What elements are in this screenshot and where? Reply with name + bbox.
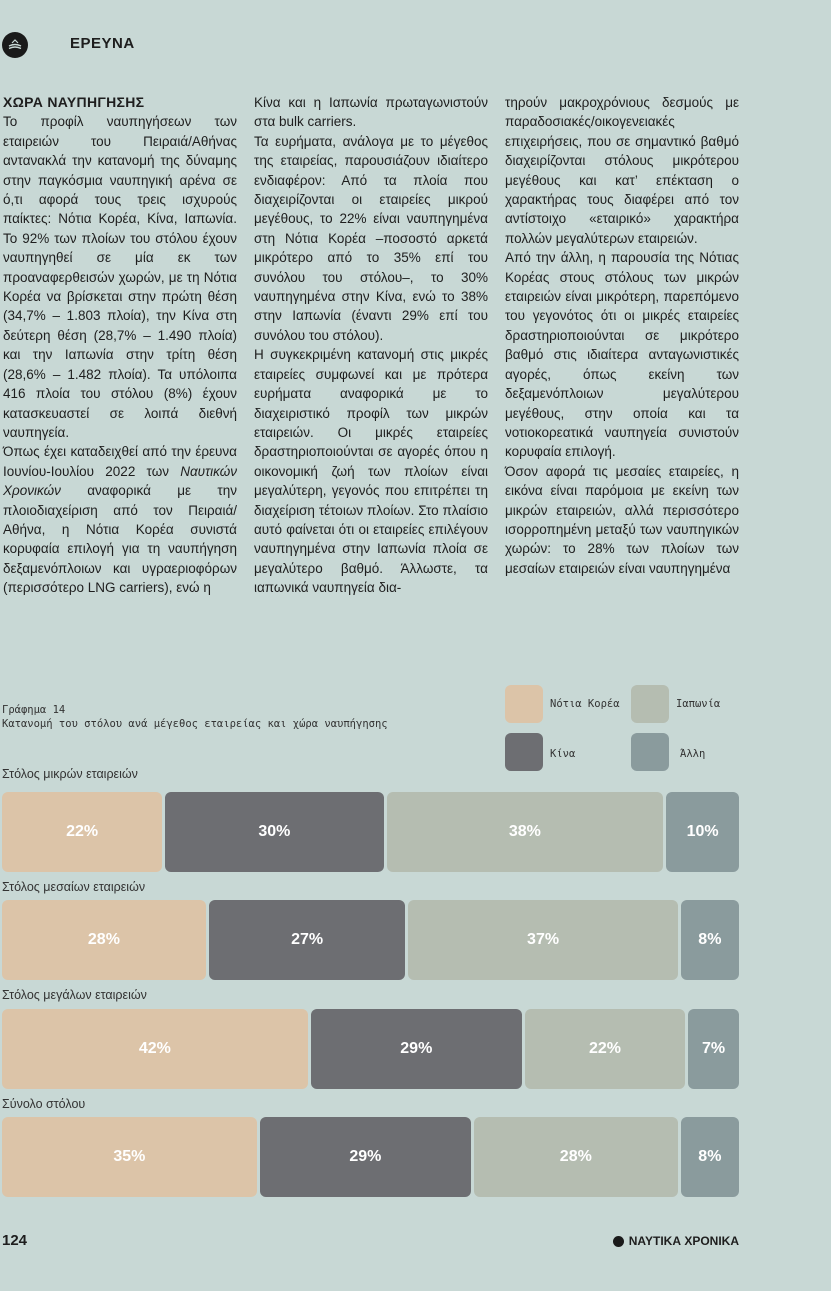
bar-segment-south-korea xyxy=(2,1009,308,1089)
bar-segment-south-korea xyxy=(2,1117,257,1197)
bar-data-label: 22% xyxy=(66,823,99,840)
bar-data-label: 42% xyxy=(138,1040,171,1057)
bar-group-label: Στόλος μεγάλων εταιρειών xyxy=(2,988,147,1002)
page-header xyxy=(0,32,831,58)
publication-name: Ναυτικών Χρονικών xyxy=(3,463,237,499)
bar-segment-other xyxy=(681,1117,739,1197)
article-column-2 xyxy=(254,93,488,598)
brand-logo-icon xyxy=(613,1236,624,1247)
brand-name: ΝΑΥΤΙΚΑ ΧΡΟΝΙΚΑ xyxy=(628,1234,739,1248)
bar-segment-china xyxy=(260,1117,471,1197)
bar-data-label: 10% xyxy=(686,823,719,840)
footer-brand xyxy=(613,1234,739,1248)
bar-data-label: 35% xyxy=(113,1148,146,1165)
magazine-logo-icon xyxy=(2,32,28,58)
bar-segment-japan xyxy=(408,900,677,980)
paragraph: Όσον αφορά τις μεσαίες εταιρείες, η εικόνα είναι παρόμοια με εκείνη των μικρών εταιρειών, αλλά περισσότερο ισορροπημένη μεταξύ των ναυπηγικών χωρών: το 28% των πλοίων των μεσαίων εταιρειών είναι ναυπηγημένα xyxy=(505,463,739,576)
article-column-1 xyxy=(3,93,237,598)
bar-data-label: 7% xyxy=(701,1040,726,1057)
bar-segment-china xyxy=(165,792,383,872)
paragraph xyxy=(3,442,237,597)
bar-segment-other xyxy=(681,900,739,980)
paragraph: Το προφίλ ναυπηγήσεων των εταιρειών του Πειραιά/Αθήνας αντανακλά την κατανομή της δύναμης στην παγκόσμια ναυπηγική αρένα σε ό,τι αφορά τους τρεις ισχυρούς παίκτες: Νότια Κορέα, Κίνα, Ιαπωνία. Το 92% των πλοίων του στόλου έχουν ναυπηγηθεί σε μία εκ των προαναφερθεισών χωρών, με τη Νότια Κορέα να βρίσκεται στην πρώτη θέση (34,7% – 1.803 πλοία), την Κίνα στη δεύτερη θέση (28,7% – 1.490 πλοία) και την Ιαπωνία στην τρίτη θέση (28,6% – 1.482 πλοία). Τα υπόλοιπα 416 πλοία του στόλου (8%) έχουν κατασκευαστεί σε λοιπά διεθνή ναυπηγεία. xyxy=(3,114,237,440)
bar-segment-other xyxy=(666,792,739,872)
bar-group-label: Στόλος μικρών εταιρειών xyxy=(2,767,138,781)
bar-data-label: 22% xyxy=(588,1040,621,1057)
bar-segment-japan xyxy=(525,1009,685,1089)
article-subhead: ΧΩΡΑ ΝΑΥΠΗΓΗΣΗΣ xyxy=(3,94,145,110)
bar-row-medium-companies xyxy=(2,900,739,980)
paragraph: Τα ευρήματα, ανάλογα με το μέγεθος της εταιρείας, παρουσιάζουν ιδιαίτερο ενδιαφέρον: Από τα πλοία που διαχειρίζονται οι εταιρείες μικρού μεγέθους, το 22% είναι ναυπηγημένα στη Νότια Κορέα –ποσοστό αρκετά μικρότερο από το 35% επί του συνόλου του στόλου–, το 30% ναυπηγημένα στην Κίνα, ενώ το 38% στην Ιαπωνία (έναντι 29% επί του συνόλου του στόλου). xyxy=(254,133,488,343)
bar-group-label: Σύνολο στόλου xyxy=(2,1097,86,1111)
legend-label-japan: Ιαπωνία xyxy=(676,698,721,710)
bar-data-label: 37% xyxy=(527,931,560,948)
paragraph-text: αναφορικά με την πλοιοδιαχείριση από τον Πειραιά/Αθήνα, η Νότια Κορέα συνιστά κορυφαία επιλογή για τη ναυπήγηση δεξαμενόπλοιων και υγραεριοφόρων (περισσότερο LNG carriers), ενώ η xyxy=(3,483,237,596)
page-number: 124 xyxy=(2,1232,28,1249)
bar-data-label: 8% xyxy=(698,1148,722,1165)
bar-segment-japan xyxy=(474,1117,678,1197)
legend-swatch-china xyxy=(505,733,543,771)
paragraph: Η συγκεκριμένη κατανομή στις μικρές εταιρείες συμφωνεί και με πρότερα ευρήματα αναφορικά με το διαχειριστικό προφίλ των μικρών εταιρειών. Οι μικρές εταιρείες δραστηριοποιούνται σε αγορές όπου η οικονομική ζωή των πλοίων είναι μεγαλύτερη, γεγονός που επιτρέπει τη διαχείριση τέτοιων πλοίων. Στο πλαίσιο αυτό φαίνεται ότι οι εταιρείες επιλέγουν ναυπηγημένα στην Ιαπωνία πλοία σε μεγαλύτερο βαθμό. Άλλωστε, τα ιαπωνικά ναυπηγεία δια- xyxy=(254,347,488,596)
chart-caption xyxy=(2,703,388,731)
legend-label-china: Κίνα xyxy=(550,748,576,760)
bar-segment-china xyxy=(311,1009,522,1089)
legend-swatch-south-korea xyxy=(505,685,543,723)
bar-data-label: 28% xyxy=(87,931,120,948)
bar-data-label: 8% xyxy=(698,931,722,948)
bar-segment-china xyxy=(209,900,406,980)
bar-row-total-fleet xyxy=(2,1117,739,1197)
paragraph: Κίνα και η Ιαπωνία πρωταγωνιστούν στα bulk carriers. xyxy=(254,95,488,130)
paragraph-text: Όπως έχει καταδειχθεί από την έρευνα Ιουνίου-Ιουλίου 2022 των xyxy=(3,444,237,479)
legend-label-south-korea: Νότια Κορέα xyxy=(550,698,620,710)
section-title: ΕΡΕΥΝΑ xyxy=(70,35,135,52)
bar-segment-japan xyxy=(387,792,664,872)
bar-data-label: 30% xyxy=(258,823,291,840)
bar-row-small-companies xyxy=(2,792,739,872)
bar-data-label: 27% xyxy=(291,931,324,948)
bar-data-label: 38% xyxy=(508,823,541,840)
legend-swatch-japan xyxy=(631,685,669,723)
article-column-3 xyxy=(505,93,739,578)
bar-segment-other xyxy=(688,1009,739,1089)
chart-title: Γράφημα 14 xyxy=(2,704,66,716)
legend-label-other: Άλλη xyxy=(680,748,706,760)
bar-group-label: Στόλος μεσαίων εταιρειών xyxy=(2,880,146,894)
bar-segment-south-korea xyxy=(2,900,206,980)
paragraph: τηρούν μακροχρόνιους δεσμούς με παραδοσιακές/οικογενειακές επιχειρήσεις, που σε σημαντικό βαθμό διαχειρίζονται στόλους μικρότερου μεγέθους και κατ’ επέκταση ο χαρακτήρας τους διαφέρει από τον αντίστοιχο «εταιρικό» χαρακτήρα πολλών μεγαλύτερων εταιρειών. xyxy=(505,95,739,246)
legend-swatch-other xyxy=(631,733,669,771)
bar-data-label: 28% xyxy=(559,1148,592,1165)
chart-subtitle: Κατανομή του στόλου ανά μέγεθος εταιρείας και χώρα ναυπήγησης xyxy=(2,718,388,730)
bar-data-label: 29% xyxy=(349,1148,382,1165)
bar-segment-south-korea xyxy=(2,792,162,872)
paragraph: Από την άλλη, η παρουσία της Νότιας Κορέας στους στόλους των μικρών εταιρειών είναι μικρότερη, παρεπόμενο του γεγονότος ότι οι μικρές εταιρείες δραστηριοποιούνται σε μικρότερο βαθμό στις ιδιαίτερα ανταγωνιστικές αγορές, όπως εκείνη των δεξαμενόπλοιων μεγαλύτερου μεγέθους, στην οποία και τα νοτιοκορεατικά ναυπηγεία συνιστούν κορυφαία επιλογή. xyxy=(505,250,739,460)
bar-data-label: 29% xyxy=(400,1040,433,1057)
bar-row-large-companies xyxy=(2,1009,739,1089)
